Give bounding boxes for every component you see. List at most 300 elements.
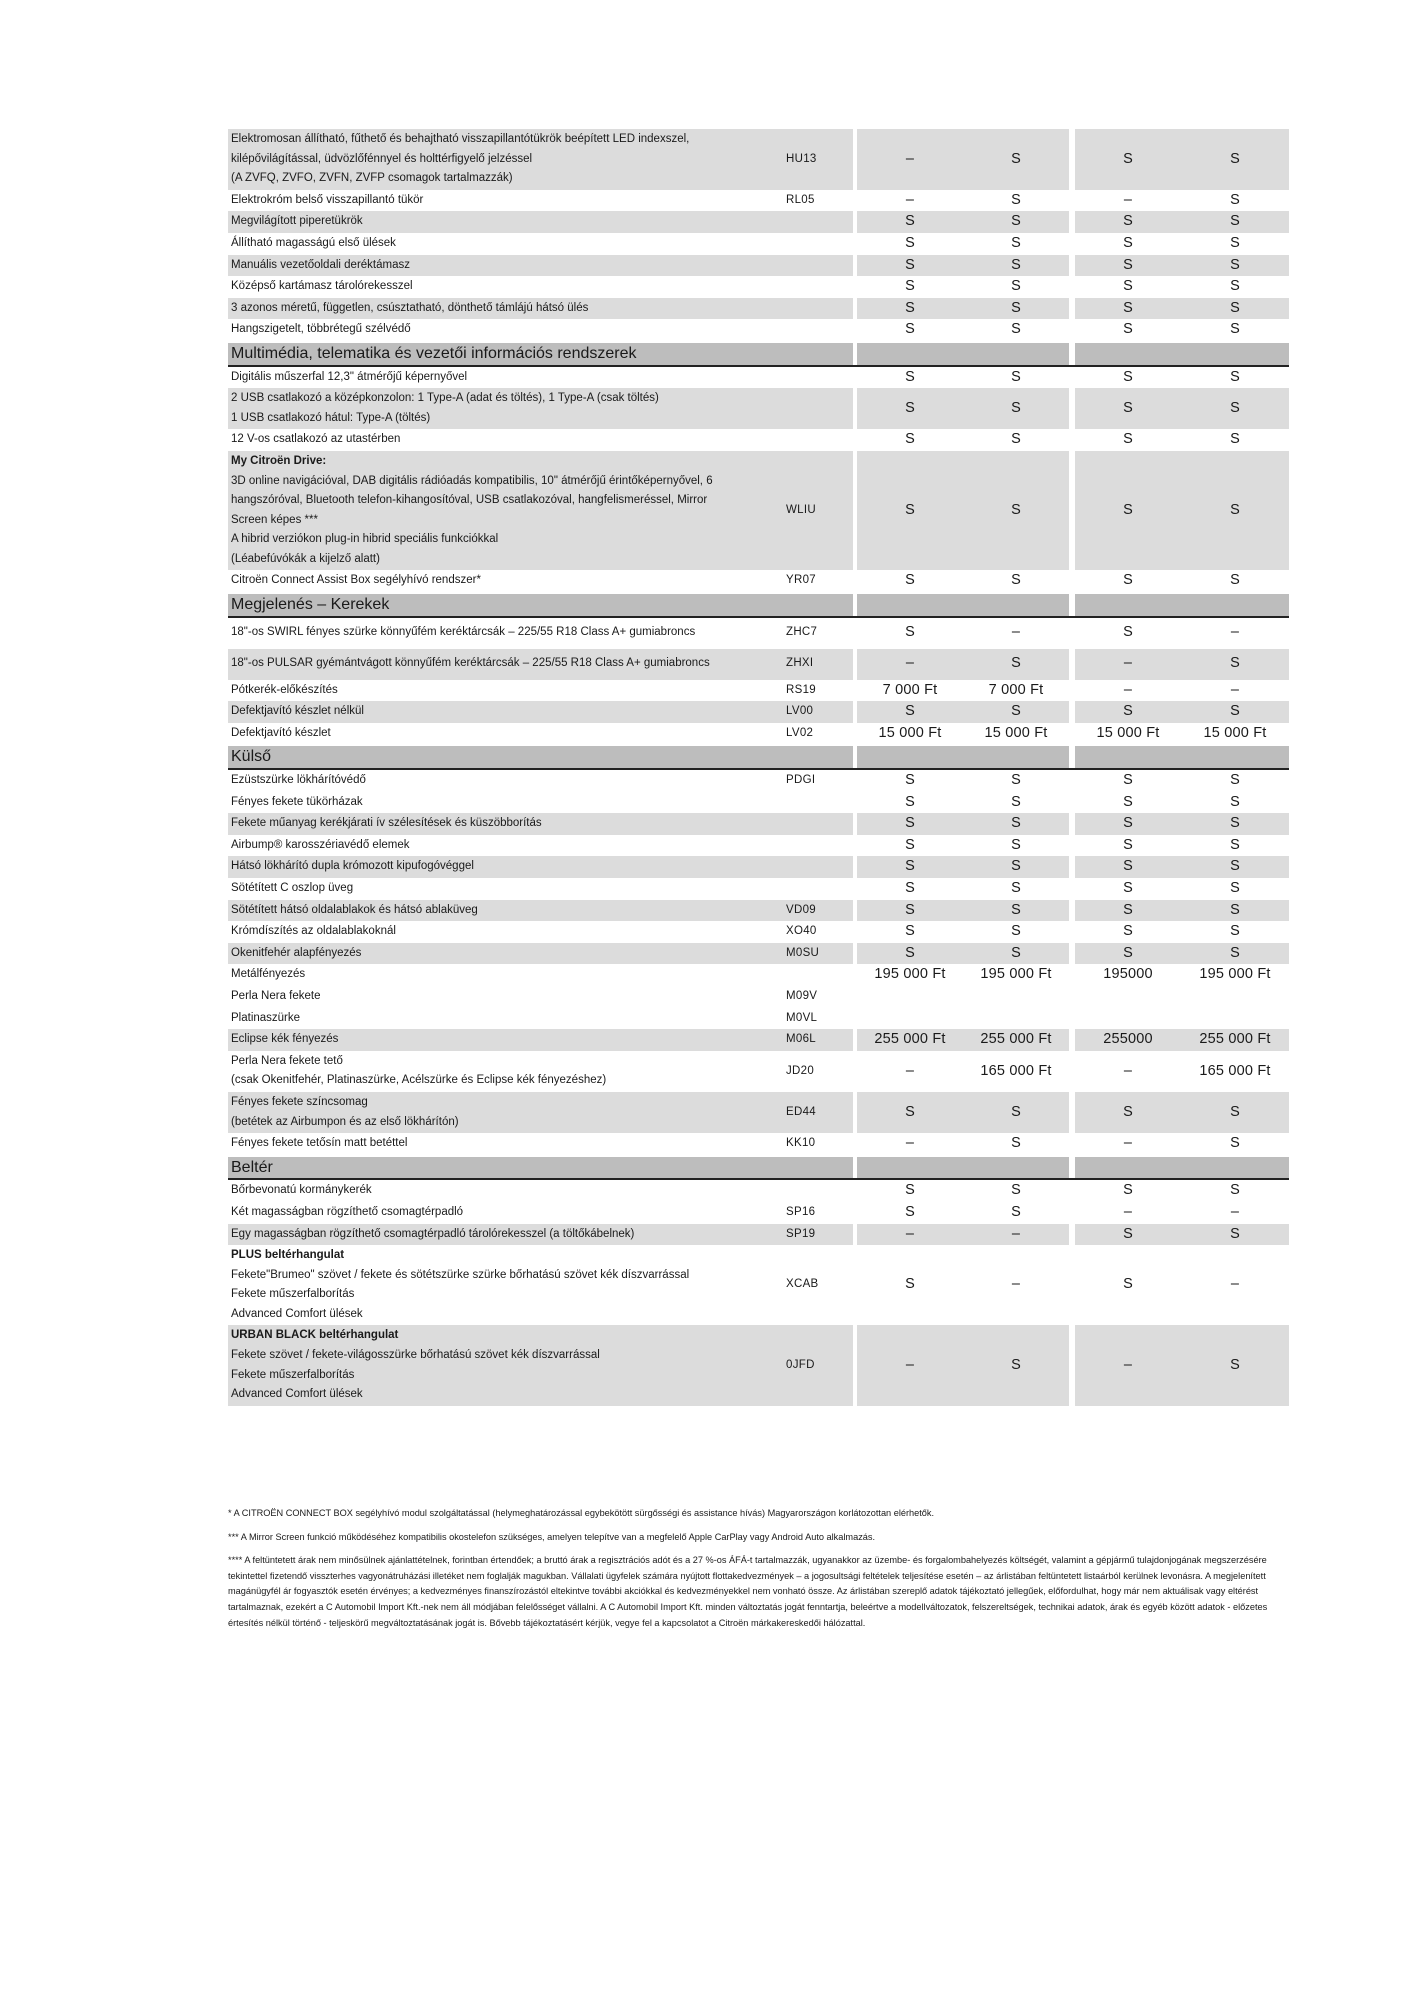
value-cell (1181, 1157, 1289, 1181)
trim-value: S (963, 388, 1069, 429)
feature-description (228, 1325, 779, 1405)
trim-value: – (1075, 1325, 1181, 1405)
trim-value: S (1075, 388, 1181, 429)
trim-value: S (857, 813, 963, 835)
feature-line: Elektromosan állítható, fűthető és behajtható visszapillantótükrök beépített LED indexszel, (231, 133, 690, 145)
trim-value: S (1075, 451, 1181, 571)
feature-description (228, 943, 779, 965)
table-row (228, 835, 1281, 857)
feature-description (228, 298, 779, 320)
trim-value: S (1181, 1092, 1289, 1133)
trim-value: 165 000 Ft (980, 1062, 1052, 1079)
trim-value: S (963, 701, 1069, 723)
feature-line: Hangszigetelt, többrétegű szélvédő (231, 323, 411, 336)
feature-line: Sötétített C oszlop üveg (231, 882, 354, 894)
table-row (228, 451, 1281, 571)
option-code: KK10 (786, 1137, 816, 1150)
table-row (228, 1051, 1281, 1092)
feature-line: 1 USB csatlakozó hátul: Type-A (töltés) (231, 411, 431, 424)
option-code: M06L (779, 1029, 853, 1051)
trim-value: S (905, 368, 915, 385)
trim-value: S (1075, 129, 1181, 190)
trim-value: 15 000 Ft (878, 724, 942, 741)
trim-value: S (1011, 880, 1021, 896)
feature-description (228, 792, 779, 814)
trim-value: S (1181, 701, 1289, 723)
value-cell (1075, 746, 1181, 770)
trim-value: S (1011, 772, 1021, 789)
trim-value: S (857, 451, 963, 571)
feature-line: Platinaszürke (231, 1011, 301, 1024)
trim-value: S (1181, 900, 1289, 922)
feature-line: Elektrokróm belső visszapillantó tükör (231, 193, 424, 206)
equipment-table (228, 129, 1281, 1406)
trim-value: S (905, 431, 915, 448)
feature-description (228, 190, 779, 212)
feature-line: Pótkerék-előkészítés (231, 683, 338, 696)
trim-value: S (1123, 772, 1133, 789)
trim-value: – (857, 1224, 963, 1246)
feature-description (228, 1202, 779, 1224)
feature-line: Bőrbevonatú kormánykerék (231, 1184, 372, 1197)
trim-value: S (1230, 836, 1240, 853)
feature-description (228, 129, 779, 190)
trim-value: 195 000 Ft (980, 966, 1052, 983)
feature-line: (A ZVFQ, ZVFO, ZVFN, ZVFP csomagok tartalmazzák) (231, 172, 513, 185)
trim-value: – (857, 649, 963, 680)
feature-line: 2 USB csatlakozó a középkonzolon: 1 Type-A (adat és töltés), 1 Type-A (csak töltés) (231, 392, 659, 405)
trim-value: S (963, 649, 1069, 680)
trim-value (857, 1008, 963, 1030)
table-row (228, 129, 1281, 190)
feature-description (228, 986, 779, 1008)
trim-value (1075, 986, 1181, 1008)
table-row (228, 723, 1281, 745)
footnote: *** A Mirror Screen funkció működéséhez kompatibilis okostelefon szükséges, amelyen telepítve van a megfelelő Apple CarPlay vagy Android Auto alkalmazás. (228, 1531, 876, 1542)
trim-value: – (1230, 1276, 1240, 1293)
trim-value: S (1230, 278, 1240, 295)
trim-value: S (1075, 255, 1181, 277)
trim-value: 7 000 Ft (988, 681, 1044, 698)
trim-value: S (1075, 813, 1181, 835)
value-cell (963, 594, 1069, 618)
trim-value: S (1011, 321, 1021, 338)
feature-line: 3D online navigációval, DAB digitális rádióadás kompatibilis, 10" átmérőjű érintőképernyővel, 6 (231, 474, 713, 487)
trim-value: S (1123, 1276, 1133, 1293)
feature-line: (csak Okenitfehér, Platinaszürke, Acélszürke és Eclipse kék fényezéshez) (231, 1074, 607, 1087)
feature-line: Okenitfehér alapfényezés (231, 946, 362, 959)
section-title (228, 746, 779, 770)
trim-value: S (1123, 321, 1133, 338)
trim-value: S (1075, 1224, 1181, 1246)
trim-value: S (905, 321, 915, 338)
trim-value: S (963, 943, 1069, 965)
table-row (228, 570, 1281, 592)
feature-description (228, 770, 779, 792)
trim-value: S (1230, 321, 1240, 338)
trim-value: – (1123, 1203, 1133, 1220)
option-code: HU13 (779, 129, 853, 190)
trim-value: S (1011, 923, 1021, 940)
trim-value: S (963, 900, 1069, 922)
table-row (228, 618, 1281, 649)
feature-description (228, 701, 779, 723)
trim-value: S (1123, 431, 1133, 448)
feature-line: Fényes fekete tetősín matt betéttel (231, 1137, 408, 1150)
table-row (228, 680, 1281, 702)
trim-value: S (1075, 1092, 1181, 1133)
value-cell (963, 746, 1069, 770)
feature-line: Digitális műszerfal 12,3" átmérőjű képernyővel (231, 370, 468, 383)
trim-value: 15 000 Ft (1203, 724, 1267, 741)
trim-value: S (1181, 211, 1289, 233)
feature-title: URBAN BLACK beltérhangulat (231, 1329, 399, 1342)
option-code (779, 429, 853, 451)
table-row (228, 856, 1281, 878)
table-row (228, 1180, 1281, 1202)
trim-value: – (857, 1325, 963, 1405)
trim-value: S (1230, 880, 1240, 896)
feature-line: 18"-os SWIRL fényes szürke könnyűfém keréktárcsák – 225/55 R18 Class A+ gumiabroncs (231, 626, 696, 639)
feature-line: Fényes fekete tükörházak (231, 795, 363, 808)
feature-description (228, 835, 779, 857)
feature-line: Megvilágított piperetükrök (231, 215, 363, 228)
feature-description (228, 1133, 779, 1155)
trim-value: S (1230, 793, 1240, 810)
table-row (228, 921, 1281, 943)
table-row (228, 1325, 1281, 1405)
table-row (228, 367, 1281, 389)
table-row (228, 813, 1281, 835)
trim-value: S (1181, 388, 1289, 429)
trim-value: 195 000 Ft (874, 966, 946, 983)
feature-line: Fekete műszerfalborítás (231, 1368, 355, 1381)
feature-line: Perla Nera fekete (231, 989, 321, 1002)
trim-value: S (963, 255, 1069, 277)
trim-value: S (1011, 191, 1021, 208)
feature-line: Két magasságban rögzíthető csomagtérpadló (231, 1205, 464, 1218)
trim-value: S (857, 255, 963, 277)
feature-description (228, 1180, 779, 1202)
feature-line: Citroën Connect Assist Box segélyhívó rendszer* (231, 574, 481, 587)
trim-value: 195000 (1103, 966, 1153, 983)
trim-value: S (1181, 649, 1289, 680)
trim-value: S (963, 211, 1069, 233)
feature-description (228, 878, 779, 900)
feature-line: (betétek az Airbumpon és az első lökhárítón) (231, 1115, 459, 1128)
feature-description (228, 276, 779, 298)
feature-line: Krómdíszítés az oldalablakoknál (231, 925, 396, 938)
trim-value: 255 000 Ft (857, 1029, 963, 1051)
table-row (228, 878, 1281, 900)
feature-description (228, 233, 779, 255)
table-row (228, 701, 1281, 723)
feature-line: Advanced Comfort ülések (231, 1307, 363, 1320)
trim-value: – (1011, 1276, 1021, 1293)
option-code (779, 1180, 853, 1202)
trim-value: 165 000 Ft (1199, 1062, 1271, 1079)
trim-value: S (1075, 900, 1181, 922)
feature-description (228, 921, 779, 943)
trim-value: S (905, 278, 915, 295)
trim-value: – (905, 1062, 915, 1079)
option-code (779, 813, 853, 835)
feature-line: Perla Nera fekete tető (231, 1054, 343, 1067)
code-cell (779, 746, 853, 770)
trim-value (857, 986, 963, 1008)
option-code (779, 856, 853, 878)
option-code (779, 211, 853, 233)
feature-line: Metálfényezés (231, 968, 306, 981)
trim-value: 15 000 Ft (1096, 724, 1160, 741)
trim-value: S (905, 624, 915, 641)
trim-value: – (857, 129, 963, 190)
feature-description (228, 367, 779, 389)
option-code (779, 964, 853, 986)
table-row (228, 770, 1281, 792)
feature-description (228, 388, 779, 429)
trim-value: – (1011, 624, 1021, 641)
trim-value: S (1230, 572, 1240, 589)
trim-value: 195 000 Ft (1199, 966, 1271, 983)
trim-value: – (905, 191, 915, 208)
trim-value: S (857, 388, 963, 429)
trim-value: S (905, 572, 915, 589)
section-header (228, 343, 1281, 367)
section-title (228, 1157, 779, 1181)
feature-description (228, 1092, 779, 1133)
trim-value: – (1230, 1203, 1240, 1220)
footnote: * A CITROËN CONNECT BOX segélyhívó modul szolgáltatással (helymeghatározással egybekötött sürgősségi és assistance hívás) Magyarországon korlátozottan elérhetők. (228, 1508, 935, 1518)
option-code: ZHC7 (786, 626, 818, 639)
feature-description (228, 649, 779, 680)
trim-value: S (1011, 1182, 1021, 1199)
option-code (779, 878, 853, 900)
trim-value: – (905, 1135, 915, 1152)
trim-value: 7 000 Ft (882, 681, 938, 698)
feature-line: Sötétített hátsó oldalablakok és hátsó ablaküveg (231, 903, 478, 916)
trim-value: S (1230, 1182, 1240, 1199)
option-code (779, 255, 853, 277)
trim-value (1181, 1008, 1289, 1030)
trim-value: – (1230, 681, 1240, 698)
value-cell (1075, 343, 1181, 367)
section-label: Külső (231, 748, 272, 766)
feature-description (228, 680, 779, 702)
trim-value: S (905, 880, 915, 896)
feature-description (228, 1008, 779, 1030)
footnote: **** A feltüntetett árak nem minősülnek ajánlattételnek, forintban értendőek; a bruttó árak a regisztrációs adót és a 27 %-os ÁFÁ-t tartalmazzák, ugyanakkor az üzembe- és forgalombahelyezés költségét, valamint a gépjármű tulajdonjogának megszerzésére tekintettel fizetendő visszterhes vagyonátruházási illetéket nem foglalják magukban. Vállalati ügyfelek számára nyújtott flottakedvezmények – a jogosultsági feltételek teljesítése esetén – az árlistában feltüntetett listaárból kerülnek levonásra. A megjelenített magánügyfél ár fogyasztók esetén érvényes; a kedvezményes finanszírozástól eltekintve további akciókkal és kedvezményekkel nem vonható össze. Az árlistában szereplő adatok tájékoztató jellegűek, előfordulhat, hogy már nem aktuálisak vagy eltérést tartalmaznak, ezekért a C Automobil Import Kft.-nek nem áll módjában felelősséget vállalni. A C Automobil Import Kft. minden változtatás jogát fenntartja, beleértve a modellváltozatok, felszereltségek, technikai adatok, árak és egyéb között adatok - előzetes értesítés nélkül történő - teljeskörű megváltoztatásának jogát is. Bővebb tájékoztatásért kérjük, vegye fel a kapcsolatot a Citroën márkakereskedői hálózattal. (228, 1555, 1268, 1628)
section-title (228, 343, 779, 367)
trim-value: S (1230, 191, 1240, 208)
table-row (228, 255, 1281, 277)
value-cell (1181, 746, 1289, 770)
feature-line: Defektjavító készlet nélkül (231, 705, 364, 718)
feature-line: Középső kartámasz tárolórekesszel (231, 280, 413, 293)
trim-value (1075, 1008, 1181, 1030)
trim-value: S (1123, 624, 1133, 641)
trim-value: S (963, 451, 1069, 571)
trim-value (1181, 986, 1289, 1008)
table-row (228, 1245, 1281, 1325)
trim-value: S (905, 772, 915, 789)
option-code: RS19 (786, 683, 816, 696)
feature-line: A hibrid verziókon plug-in hibrid speciális funkciókkal (231, 533, 499, 546)
feature-description (228, 1245, 779, 1325)
table-row (228, 1029, 1281, 1051)
feature-line: Manuális vezetőoldali deréktámasz (231, 258, 410, 271)
value-cell (963, 343, 1069, 367)
table-row (228, 1008, 1281, 1030)
feature-line: Fekete műszerfalborítás (231, 1288, 355, 1301)
trim-value: S (1011, 836, 1021, 853)
feature-description (228, 813, 779, 835)
option-code (779, 298, 853, 320)
trim-value: S (1181, 255, 1289, 277)
option-code: SP19 (779, 1224, 853, 1246)
feature-description (228, 723, 779, 745)
trim-value: S (1230, 234, 1240, 251)
code-cell (779, 1157, 853, 1181)
trim-value: S (857, 900, 963, 922)
trim-value: 15 000 Ft (984, 724, 1048, 741)
feature-description (228, 319, 779, 341)
feature-line: Fényes fekete színcsomag (231, 1095, 368, 1108)
option-code: YR07 (786, 574, 816, 587)
feature-description (228, 570, 779, 592)
trim-value: S (1011, 1203, 1021, 1220)
table-row (228, 319, 1281, 341)
option-code (779, 835, 853, 857)
option-code: M0SU (779, 943, 853, 965)
code-cell (779, 343, 853, 367)
trim-value: S (1230, 368, 1240, 385)
trim-value (963, 986, 1069, 1008)
trim-value: – (1123, 191, 1133, 208)
feature-line: Fekete"Brumeo" szövet / fekete és sötétszürke szürke bőrhatású szövet kék díszvarrással (231, 1268, 690, 1281)
table-row (228, 1092, 1281, 1133)
option-code: SP16 (786, 1205, 816, 1218)
feature-line: 18"-os PULSAR gyémántvágott könnyűfém keréktárcsák – 225/55 R18 Class A+ gumiabroncs (231, 657, 710, 670)
feature-line: Advanced Comfort ülések (231, 1388, 363, 1401)
trim-value: S (1011, 278, 1021, 295)
trim-value: S (1011, 793, 1021, 810)
trim-value: S (1075, 701, 1181, 723)
feature-title: PLUS beltérhangulat (231, 1249, 345, 1262)
trim-value: S (905, 923, 915, 940)
trim-value: S (1011, 572, 1021, 589)
trim-value: – (1123, 1062, 1133, 1079)
feature-line: Eclipse kék fényezés (231, 1033, 339, 1046)
trim-value: S (1123, 923, 1133, 940)
trim-value: S (1123, 234, 1133, 251)
trim-value: S (1181, 451, 1289, 571)
section-label: Beltér (231, 1158, 273, 1176)
table-row (228, 1133, 1281, 1155)
trim-value: S (1230, 431, 1240, 448)
value-cell (963, 1157, 1069, 1181)
trim-value: S (857, 943, 963, 965)
section-header (228, 746, 1281, 770)
feature-line: Ezüstszürke lökhárítóvédő (231, 774, 366, 787)
feature-title: My Citroën Drive: (231, 454, 327, 467)
trim-value: 255000 (1075, 1029, 1181, 1051)
value-cell (857, 343, 963, 367)
trim-value: – (1075, 649, 1181, 680)
table-row (228, 943, 1281, 965)
table-row (228, 190, 1281, 212)
trim-value: – (1123, 1135, 1133, 1152)
trim-value: S (905, 1182, 915, 1199)
option-code: PDGI (786, 774, 816, 787)
feature-description (228, 1029, 779, 1051)
feature-description (228, 856, 779, 878)
option-code: XCAB (786, 1278, 819, 1291)
feature-line: Fekete műanyag kerékjárati ív szélesítések és küszöbborítás (231, 817, 542, 830)
option-code: WLIU (779, 451, 853, 571)
option-code: LV00 (779, 701, 853, 723)
table-row (228, 986, 1281, 1008)
footnotes (228, 1506, 1281, 1639)
trim-value: 255 000 Ft (1181, 1029, 1289, 1051)
table-row (228, 429, 1281, 451)
table-row (228, 276, 1281, 298)
option-code (779, 388, 853, 429)
option-code: LV02 (786, 726, 814, 739)
trim-value: S (1230, 1135, 1240, 1152)
trim-value: S (1123, 278, 1133, 295)
option-code (779, 276, 853, 298)
trim-value: S (1123, 836, 1133, 853)
value-cell (857, 594, 963, 618)
feature-line: 3 azonos méretű, független, csúsztatható, dönthető támlájú hátsó ülés (231, 301, 589, 314)
code-cell (779, 594, 853, 618)
feature-line: Egy magasságban rögzíthető csomagtérpadló tárolórekesszel (a töltőkábelnek) (231, 1227, 635, 1240)
feature-line: (Léabefúvókák a kijelző alatt) (231, 552, 380, 565)
trim-value: S (1123, 368, 1133, 385)
section-label: Multimédia, telematika és vezetői információs rendszerek (231, 344, 637, 362)
trim-value: S (1011, 368, 1021, 385)
option-code: VD09 (779, 900, 853, 922)
trim-value: S (905, 1276, 915, 1293)
trim-value: S (1075, 298, 1181, 320)
option-code: ED44 (779, 1092, 853, 1133)
trim-value: S (905, 793, 915, 810)
trim-value: S (905, 234, 915, 251)
trim-value: S (1123, 880, 1133, 896)
trim-value: S (1075, 211, 1181, 233)
trim-value: S (1075, 943, 1181, 965)
feature-line: kilépővilágítással, üdvözlőfénnyel és holttérfigyelő jelzéssel (231, 152, 533, 165)
option-code (779, 233, 853, 255)
option-code: M09V (786, 989, 818, 1002)
feature-description (228, 1051, 779, 1092)
table-row (228, 1224, 1281, 1246)
feature-line: Screen képes *** (231, 513, 318, 526)
trim-value: – (1123, 681, 1133, 698)
feature-line: 12 V-os csatlakozó az utastérben (231, 433, 401, 446)
trim-value: S (1181, 1325, 1289, 1405)
feature-description (228, 1224, 779, 1246)
trim-value: S (1011, 1135, 1021, 1152)
trim-value: S (857, 211, 963, 233)
section-header (228, 1157, 1281, 1181)
trim-value: S (1123, 1182, 1133, 1199)
trim-value: 255 000 Ft (963, 1029, 1069, 1051)
value-cell (1181, 594, 1289, 618)
trim-value: S (857, 1092, 963, 1133)
option-code: JD20 (786, 1064, 815, 1077)
